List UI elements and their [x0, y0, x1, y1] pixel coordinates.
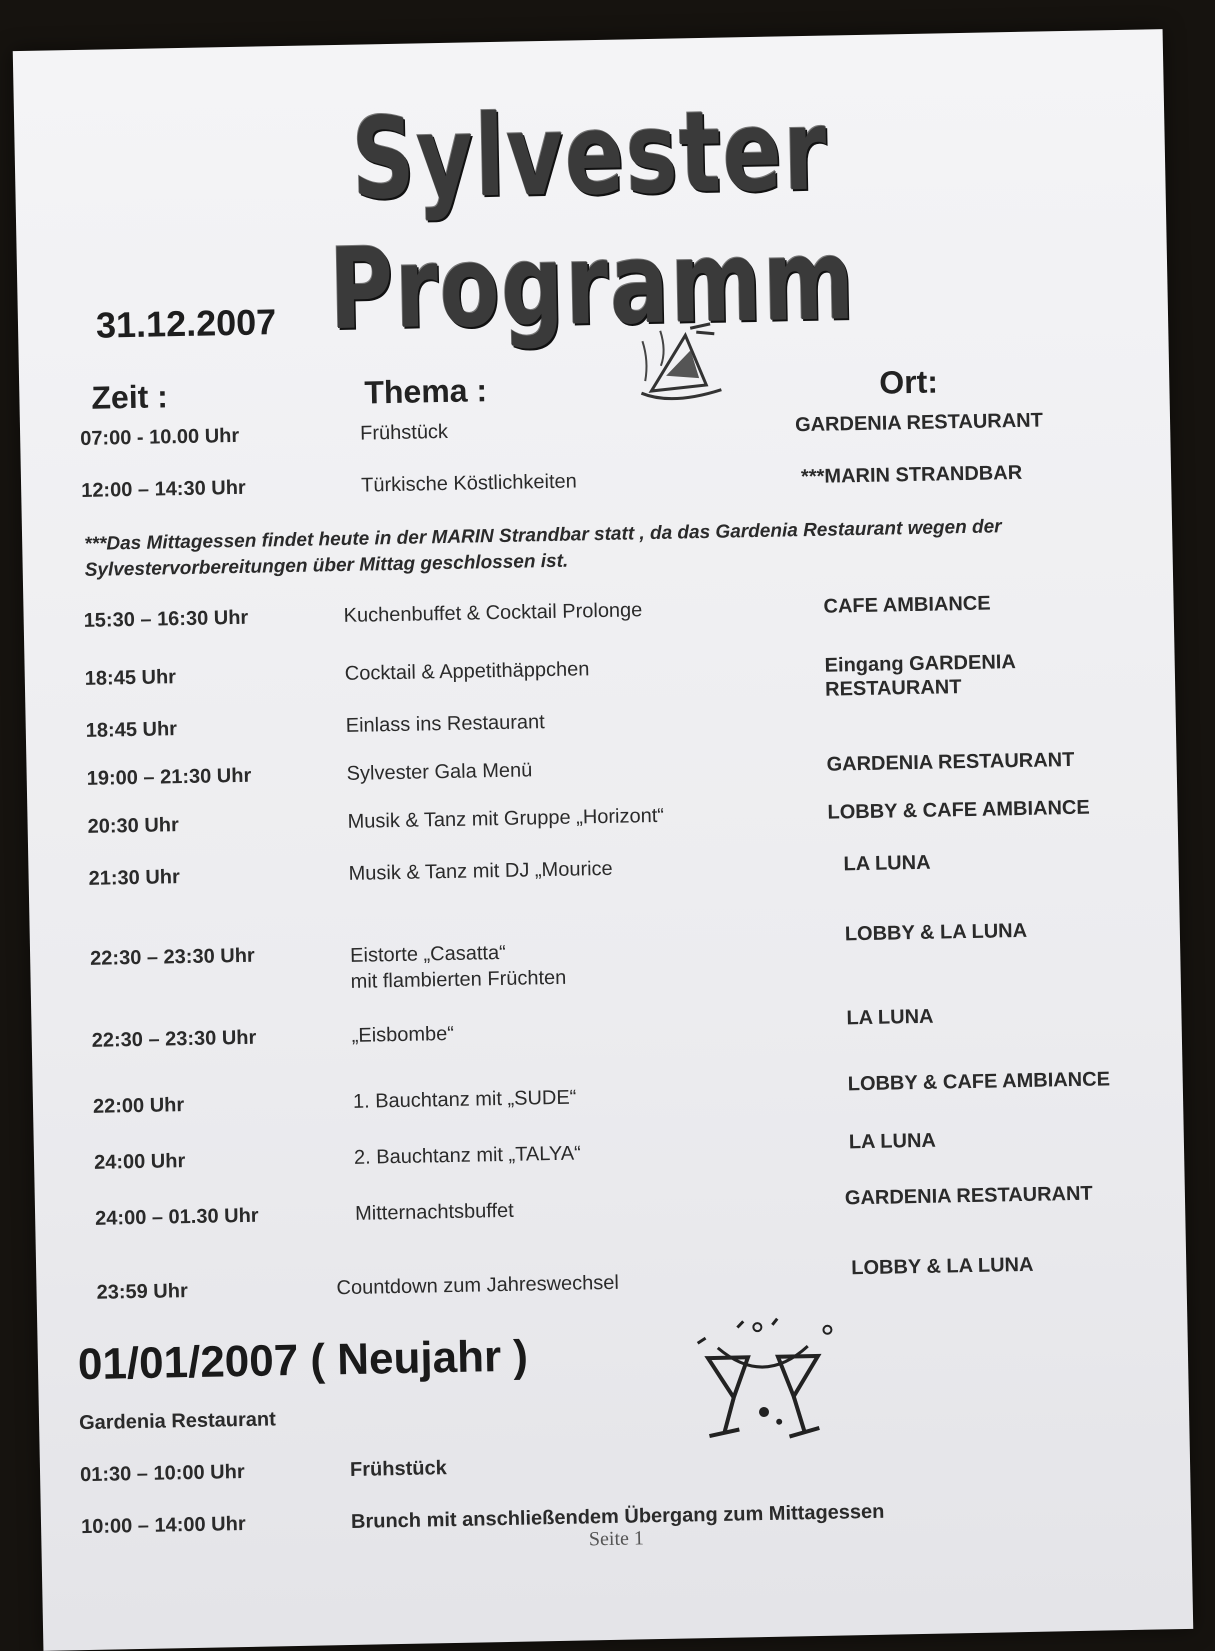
party-hat-icon — [630, 319, 732, 406]
schedule-row — [20, 407, 1170, 450]
column-header-ort: Ort: — [878, 363, 939, 401]
row-time: 10:00 – 14:00 Uhr — [80, 1512, 246, 1539]
row-time: 18:45 Uhr — [84, 666, 177, 690]
lunch-note: ***Das Mittagessen findet heute in der MARIN Strandbar statt , da das Gardenia Restaurant wegen der Sylvestervorbereitungen über Mittag geschlossen ist. — [84, 516, 1002, 581]
row-time: 22:30 – 23:30 Uhr — [91, 1026, 257, 1052]
row-thema: Mitternachtsbuffet — [354, 1199, 514, 1225]
row-time: 19:00 – 21:30 Uhr — [86, 764, 252, 790]
schedule-row — [26, 699, 1176, 742]
schedule-row — [36, 1253, 1186, 1304]
row-thema: Countdown zum Jahreswechsel — [336, 1271, 620, 1300]
row-thema: Frühstück — [349, 1457, 447, 1481]
row-time: 22:00 Uhr — [92, 1094, 185, 1118]
row-ort: LOBBY & LA LUNA — [851, 1253, 1034, 1280]
row-time: 24:00 – 01.30 Uhr — [94, 1204, 259, 1230]
row-ort: LOBBY & CAFE AMBIANCE — [847, 1068, 1111, 1096]
row-ort: GARDENIA RESTAURANT — [794, 409, 1044, 437]
row-thema: Musik & Tanz mit Gruppe „Horizont“ — [347, 804, 665, 833]
newyear-heading: 01/01/2007 ( Neujahr ) — [77, 1331, 529, 1390]
row-thema: Kuchenbuffet & Cocktail Prolonge — [343, 599, 643, 627]
row-time: 22:30 – 23:30 Uhr — [89, 944, 255, 970]
row-thema: 2. Bauchtanz mit „TALYA“ — [353, 1142, 581, 1169]
row-thema: 1. Bauchtanz mit „SUDE“ — [352, 1086, 577, 1113]
row-ort: GARDENIA RESTAURANT — [844, 1182, 1093, 1210]
row-thema: Eistorte „Casatta“ mit flambierten Früchten — [349, 941, 567, 993]
row-thema: Sylvester Gala Menü — [346, 759, 533, 785]
row-thema: Einlass ins Restaurant — [345, 711, 545, 737]
row-thema: Türkische Köstlichkeiten — [360, 470, 577, 497]
program-sheet — [13, 29, 1194, 1651]
schedule-row — [32, 1005, 1182, 1052]
schedule-row — [27, 747, 1177, 790]
schedule-row — [34, 1129, 1184, 1174]
row-time: 24:00 Uhr — [93, 1150, 186, 1174]
schedule-row — [23, 589, 1173, 632]
schedule-row — [30, 919, 1180, 993]
row-time: 18:45 Uhr — [85, 718, 178, 742]
row-ort: LOBBY & LA LUNA — [844, 919, 1028, 946]
event-date: 31.12.2007 — [95, 301, 277, 346]
row-thema: „Eisbombe“ — [351, 1022, 455, 1047]
row-time: 23:59 Uhr — [96, 1280, 188, 1304]
row-ort: ***MARIN STRANDBAR — [800, 461, 1023, 489]
row-time: 20:30 Uhr — [87, 814, 180, 838]
schedule-row — [35, 1182, 1185, 1230]
row-thema: Cocktail & Appetithäppchen — [344, 658, 590, 685]
schedule-row — [33, 1068, 1183, 1118]
row-thema: Musik & Tanz mit DJ „Mourice — [348, 857, 613, 885]
row-ort: CAFE AMBIANCE — [823, 592, 991, 618]
row-time: 01:30 – 10:00 Uhr — [79, 1460, 245, 1487]
row-time: 21:30 Uhr — [88, 866, 181, 890]
row-ort: LA LUNA — [846, 1005, 934, 1030]
row-ort: GARDENIA RESTAURANT — [826, 748, 1075, 776]
row-ort: LA LUNA — [848, 1129, 937, 1154]
newyear-row — [40, 1443, 1190, 1487]
column-header-thema: Thema : — [364, 372, 488, 411]
column-header-zeit: Zeit : — [91, 378, 169, 416]
page-number: Seite 1 — [588, 1527, 645, 1551]
row-thema: Frühstück — [359, 420, 449, 445]
row-thema: Brunch mit anschließendem Übergang zum Mittagessen — [350, 1500, 885, 1533]
newyear-venue: Gardenia Restaurant — [78, 1408, 277, 1435]
row-time: 15:30 – 16:30 Uhr — [83, 606, 249, 632]
row-ort: Eingang GARDENIA RESTAURANT — [824, 651, 1016, 701]
schedule-row — [28, 847, 1178, 890]
row-time: 12:00 – 14:30 Uhr — [80, 476, 246, 502]
schedule-row — [21, 459, 1171, 502]
schedule-row — [27, 795, 1177, 838]
row-time: 07:00 - 10.00 Uhr — [79, 424, 240, 450]
champagne-glasses-icon — [677, 1315, 850, 1458]
row-ort: LOBBY & CAFE AMBIANCE — [827, 796, 1090, 824]
schedule-row — [25, 647, 1175, 701]
page-title: Sylvester Programm — [328, 85, 857, 356]
row-ort: LA LUNA — [843, 851, 931, 876]
